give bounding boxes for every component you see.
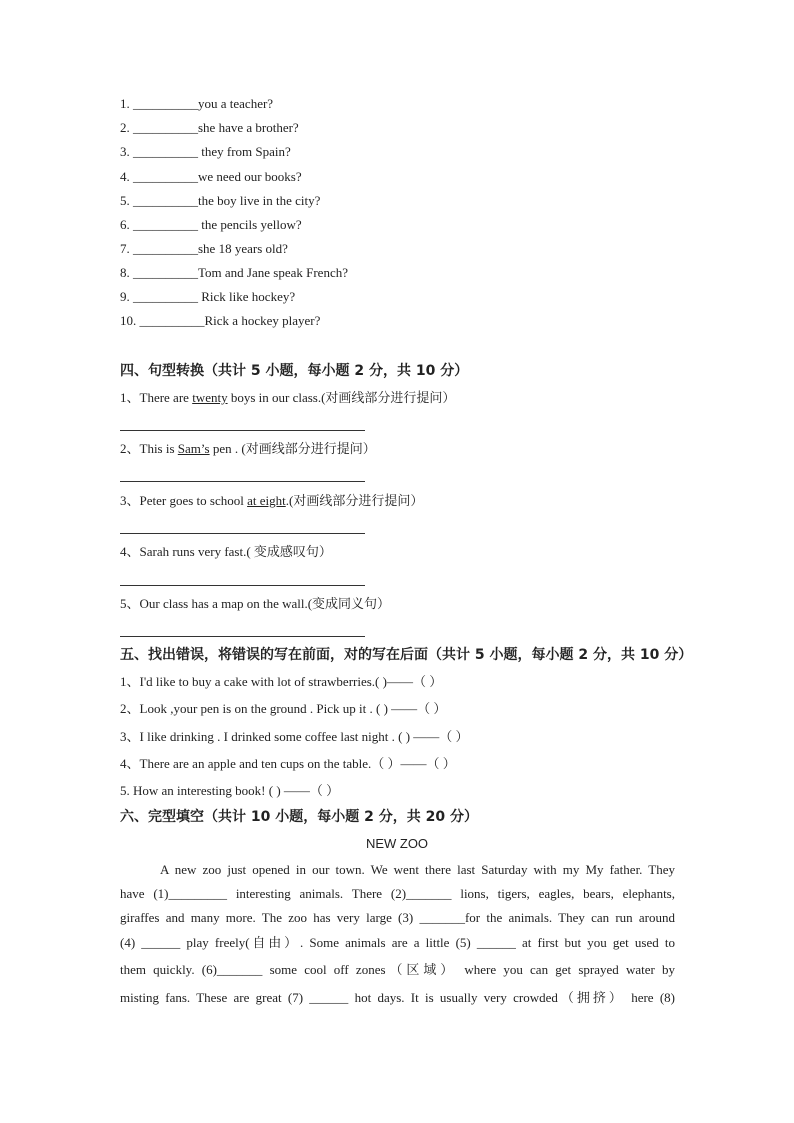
item-text: .(对画线部分进行提问）	[285, 493, 424, 508]
item-text: 5、Our class has a map on the wall.(变成同义句）	[120, 596, 391, 611]
transform-item	[120, 441, 376, 457]
question-item: 9. __________ Rick like hockey?	[120, 289, 296, 304]
underlined-text: twenty	[192, 390, 228, 405]
answer-line[interactable]	[120, 430, 365, 431]
item-text: pen . (对画线部分进行提问）	[209, 441, 376, 456]
error-item: 4、There are an apple and ten cups on the table.（ ）——（ ）	[120, 756, 456, 771]
question-item: 8. __________Tom and Jane speak French?	[120, 265, 348, 280]
item-text: 1、There are	[120, 390, 193, 405]
answer-line[interactable]	[120, 585, 365, 586]
question-item: 1. __________you a teacher?	[120, 96, 274, 111]
question-item: 3. __________ they from Spain?	[120, 144, 291, 159]
question-item: 4. __________we need our books?	[120, 169, 302, 184]
question-item: 2. __________she have a brother?	[120, 120, 299, 135]
answer-line[interactable]	[120, 636, 365, 637]
passage-line: misting fans. These are great (7) ______ hot days. It is usually very crowded（拥挤） here (8)	[120, 990, 675, 1005]
error-item: 2、Look ,your pen is on the ground . Pick up it . ( ) ——（ ）	[120, 701, 447, 716]
passage-line: (4) ______ play freely(自由）. Some animals are a little (5) ______ at first but you get used to	[120, 935, 675, 950]
question-item: 5. __________the boy live in the city?	[120, 193, 321, 208]
item-text: boys in our class.(对画线部分进行提问）	[227, 390, 456, 405]
transform-item	[120, 544, 332, 560]
transform-item	[120, 493, 423, 509]
section-heading: 四、句型转换（共计 5 小题，每小题 2 分，共 10 分）	[120, 363, 469, 379]
passage-line: have (1)_________ interesting animals. There (2)_______ lions, tigers, eagles, bears, elephants,	[120, 886, 675, 901]
underlined-text: at eight	[247, 493, 286, 508]
question-item: 6. __________ the pencils yellow?	[120, 217, 302, 232]
item-text: 4、Sarah runs very fast.( 变成感叹句）	[120, 544, 332, 559]
underlined-text: Sam’s	[177, 441, 210, 456]
transform-item	[120, 596, 390, 612]
passage-line: them quickly. (6)_______ some cool off zones（区域） where you can get sprayed water by	[120, 962, 675, 977]
item-text: 3、Peter goes to school	[120, 493, 248, 508]
item-text: 2、This is	[120, 441, 178, 456]
passage-line: giraffes and many more. The zoo has very large (3) _______for the animals. They can run around	[120, 910, 675, 925]
answer-line[interactable]	[120, 533, 365, 534]
passage-title: NEW ZOO	[365, 836, 429, 851]
error-item: 5. How an interesting book! ( ) ——（ ）	[120, 783, 340, 798]
error-item: 1、I'd like to buy a cake with lot of strawberries.( )——（ ）	[120, 674, 443, 689]
passage-line: A new zoo just opened in our town. We went there last Saturday with my My father. They	[160, 862, 675, 877]
question-item: 7. __________she 18 years old?	[120, 241, 288, 256]
section-heading: 五、找出错误，将错误的写在前面，对的写在后面（共计 5 小题，每小题 2 分，共 10 分）	[120, 647, 693, 663]
answer-line[interactable]	[120, 481, 365, 482]
section-heading: 六、完型填空（共计 10 小题，每小题 2 分，共 20 分）	[120, 809, 478, 825]
error-item: 3、I like drinking . I drinked some coffee last night . ( ) ——（ ）	[120, 729, 469, 744]
transform-item	[120, 390, 455, 406]
question-item: 10. __________Rick a hockey player?	[120, 313, 321, 328]
